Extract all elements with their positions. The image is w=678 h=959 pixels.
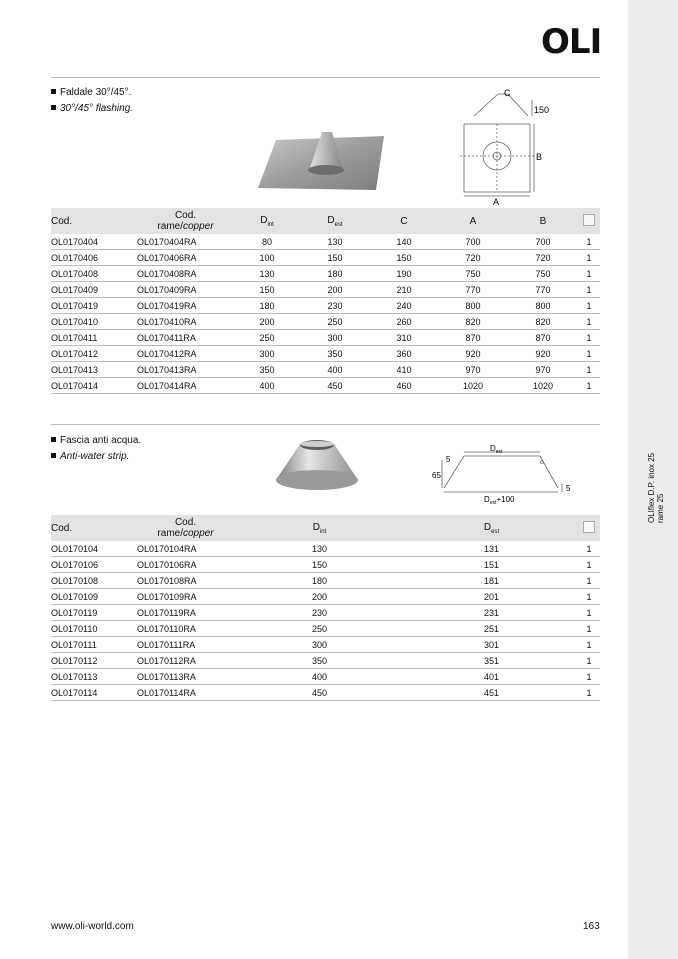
table-cell: 180 bbox=[234, 298, 300, 314]
table-cell: 400 bbox=[234, 378, 300, 394]
table-row bbox=[51, 282, 600, 298]
table-cell: 131 bbox=[405, 541, 578, 557]
table-cell: 1 bbox=[578, 605, 600, 621]
brand-logo: OLI bbox=[541, 22, 602, 62]
table-cell: OL0170119 bbox=[51, 605, 137, 621]
table-cell: 970 bbox=[438, 362, 508, 378]
bullet-icon bbox=[51, 89, 56, 94]
table-cell: OL0170414 bbox=[51, 378, 137, 394]
table-cell: 1 bbox=[578, 541, 600, 557]
dim-b-label: B bbox=[536, 152, 543, 162]
table-cell: 920 bbox=[438, 346, 508, 362]
table-cell: 401 bbox=[405, 669, 578, 685]
table-cell: OL0170108 bbox=[51, 573, 137, 589]
table-cell: 250 bbox=[234, 621, 405, 637]
table-cell: 251 bbox=[405, 621, 578, 637]
table-row bbox=[51, 605, 600, 621]
table-cell: OL0170411RA bbox=[137, 330, 234, 346]
table-row bbox=[51, 378, 600, 394]
table-cell: OL0170413 bbox=[51, 362, 137, 378]
table-row bbox=[51, 541, 600, 557]
table-cell: 300 bbox=[300, 330, 370, 346]
table-cell: 970 bbox=[508, 362, 578, 378]
table-cell: OL0170111RA bbox=[137, 637, 234, 653]
table-cell: OL0170408RA bbox=[137, 266, 234, 282]
strip-dim5-right: 5 bbox=[566, 484, 571, 493]
col-c: C bbox=[370, 208, 438, 234]
table-cell: OL0170413RA bbox=[137, 362, 234, 378]
side-label-line1: OLIflex D.P. inox 25 bbox=[647, 452, 656, 523]
table-cell: 1 bbox=[578, 330, 600, 346]
table-cell: 200 bbox=[234, 314, 300, 330]
table-row bbox=[51, 330, 600, 346]
col-cod: Cod. bbox=[51, 208, 137, 234]
section2-intro bbox=[51, 433, 141, 465]
footer-url: www.oli-world.com bbox=[51, 921, 134, 932]
table-cell: OL0170410 bbox=[51, 314, 137, 330]
strip-diagram bbox=[432, 442, 578, 506]
col-pack bbox=[578, 208, 600, 234]
col-cod-copper: Cod. rame/copper bbox=[137, 515, 234, 541]
table-cell: 1 bbox=[578, 298, 600, 314]
col-a: A bbox=[438, 208, 508, 234]
table-cell: 150 bbox=[370, 250, 438, 266]
table-cell: 181 bbox=[405, 573, 578, 589]
table-row bbox=[51, 637, 600, 653]
dim-c-label: C bbox=[504, 88, 511, 98]
table-cell: 400 bbox=[300, 362, 370, 378]
table-cell: 1 bbox=[578, 637, 600, 653]
side-label bbox=[640, 445, 670, 525]
table-cell: 870 bbox=[508, 330, 578, 346]
table-row bbox=[51, 621, 600, 637]
table-cell: 1 bbox=[578, 362, 600, 378]
section2-subtitle: Anti-water strip. bbox=[60, 451, 130, 462]
table-cell: 350 bbox=[300, 346, 370, 362]
strip-table bbox=[51, 515, 600, 701]
col-cod-copper: Cod. rame/copper bbox=[137, 208, 234, 234]
table-cell: OL0170104 bbox=[51, 541, 137, 557]
table-cell: OL0170406RA bbox=[137, 250, 234, 266]
table-cell: OL0170408 bbox=[51, 266, 137, 282]
table-cell: 450 bbox=[234, 685, 405, 701]
table-cell: 151 bbox=[405, 557, 578, 573]
table-cell: 130 bbox=[234, 541, 405, 557]
page-number: 163 bbox=[583, 921, 600, 932]
table-cell: 800 bbox=[508, 298, 578, 314]
table-cell: 350 bbox=[234, 362, 300, 378]
table-row bbox=[51, 298, 600, 314]
flashing-diagram bbox=[460, 86, 560, 206]
table-cell: 870 bbox=[438, 330, 508, 346]
table-cell: OL0170104RA bbox=[137, 541, 234, 557]
table-cell: OL0170411 bbox=[51, 330, 137, 346]
table-cell: 250 bbox=[234, 330, 300, 346]
table-cell: 700 bbox=[438, 234, 508, 250]
table-cell: 180 bbox=[234, 573, 405, 589]
table-cell: 130 bbox=[234, 266, 300, 282]
table-cell: OL0170119RA bbox=[137, 605, 234, 621]
strip-dest-bottom: $D_{est}+100$ bbox=[484, 495, 515, 506]
col-pack bbox=[578, 515, 600, 541]
table-cell: 750 bbox=[438, 266, 508, 282]
table-cell: 700 bbox=[508, 234, 578, 250]
bullet-icon bbox=[51, 453, 56, 458]
table-cell: OL0170113 bbox=[51, 669, 137, 685]
bullet-icon bbox=[51, 105, 56, 110]
table-cell: OL0170110 bbox=[51, 621, 137, 637]
bullet-icon bbox=[51, 437, 56, 442]
table-header-row bbox=[51, 515, 600, 541]
col-cod: Cod. bbox=[51, 515, 137, 541]
table-cell: 351 bbox=[405, 653, 578, 669]
table-cell: OL0170108RA bbox=[137, 573, 234, 589]
table-row bbox=[51, 573, 600, 589]
table-cell: OL0170112RA bbox=[137, 653, 234, 669]
table-cell: OL0170404 bbox=[51, 234, 137, 250]
table-row bbox=[51, 314, 600, 330]
table-cell: 1 bbox=[578, 378, 600, 394]
table-cell: 400 bbox=[234, 669, 405, 685]
table-row bbox=[51, 234, 600, 250]
table-cell: OL0170419 bbox=[51, 298, 137, 314]
section1-subtitle: 30°/45° flashing. bbox=[60, 103, 134, 114]
table-cell: 1020 bbox=[508, 378, 578, 394]
table-cell: 770 bbox=[438, 282, 508, 298]
table-row bbox=[51, 589, 600, 605]
table-cell: OL0170409RA bbox=[137, 282, 234, 298]
table-cell: 150 bbox=[300, 250, 370, 266]
flashing-photo bbox=[258, 128, 384, 192]
section1-title: Faldale 30°/45°. bbox=[60, 87, 132, 98]
dim-a-label: A bbox=[493, 197, 500, 206]
table-cell: 190 bbox=[370, 266, 438, 282]
table-cell: 1 bbox=[578, 557, 600, 573]
col-b: B bbox=[508, 208, 578, 234]
table-cell: 260 bbox=[370, 314, 438, 330]
table-cell: OL0170114RA bbox=[137, 685, 234, 701]
col-dest: $D_{est}$ bbox=[300, 208, 370, 234]
table-cell: 180 bbox=[300, 266, 370, 282]
table-cell: 250 bbox=[300, 314, 370, 330]
table-cell: OL0170106RA bbox=[137, 557, 234, 573]
table-cell: 820 bbox=[508, 314, 578, 330]
table-cell: 130 bbox=[300, 234, 370, 250]
table-cell: 720 bbox=[508, 250, 578, 266]
table-cell: 1020 bbox=[438, 378, 508, 394]
table-cell: 1 bbox=[578, 282, 600, 298]
table-cell: 310 bbox=[370, 330, 438, 346]
table-cell: OL0170414RA bbox=[137, 378, 234, 394]
table-cell: 210 bbox=[370, 282, 438, 298]
table-cell: 770 bbox=[508, 282, 578, 298]
section1-intro bbox=[51, 85, 133, 117]
table-cell: 1 bbox=[578, 621, 600, 637]
table-cell: 200 bbox=[234, 589, 405, 605]
table-cell: OL0170406 bbox=[51, 250, 137, 266]
strip-dest-top: $D_{est}$ bbox=[490, 444, 503, 455]
table-cell: 201 bbox=[405, 589, 578, 605]
table-cell: 920 bbox=[508, 346, 578, 362]
table-cell: 1 bbox=[578, 266, 600, 282]
table-cell: 360 bbox=[370, 346, 438, 362]
table-cell: 301 bbox=[405, 637, 578, 653]
table-cell: OL0170109 bbox=[51, 589, 137, 605]
table-cell: 1 bbox=[578, 346, 600, 362]
section2-title: Fascia anti acqua. bbox=[60, 435, 142, 446]
table-cell: 750 bbox=[508, 266, 578, 282]
table-cell: 150 bbox=[234, 557, 405, 573]
table-cell: 100 bbox=[234, 250, 300, 266]
strip-dim65: 65 bbox=[432, 471, 441, 480]
table-cell: OL0170111 bbox=[51, 637, 137, 653]
table-cell: OL0170412 bbox=[51, 346, 137, 362]
table-cell: 800 bbox=[438, 298, 508, 314]
table-cell: OL0170410RA bbox=[137, 314, 234, 330]
table-cell: 1 bbox=[578, 234, 600, 250]
table-cell: 450 bbox=[300, 378, 370, 394]
table-cell: OL0170109RA bbox=[137, 589, 234, 605]
strip-photo bbox=[272, 436, 360, 492]
table-cell: 451 bbox=[405, 685, 578, 701]
col-dest: $D_{est}$ bbox=[405, 515, 578, 541]
side-label-line2: rame 25 bbox=[656, 493, 665, 523]
table-cell: 300 bbox=[234, 637, 405, 653]
section2-divider bbox=[51, 424, 600, 425]
box-icon bbox=[583, 214, 595, 226]
table-cell: 1 bbox=[578, 250, 600, 266]
table-cell: 300 bbox=[234, 346, 300, 362]
table-row bbox=[51, 653, 600, 669]
table-cell: 720 bbox=[438, 250, 508, 266]
table-cell: 350 bbox=[234, 653, 405, 669]
table-cell: OL0170113RA bbox=[137, 669, 234, 685]
table-row bbox=[51, 266, 600, 282]
table-cell: 200 bbox=[300, 282, 370, 298]
table-cell: 140 bbox=[370, 234, 438, 250]
table-cell: 460 bbox=[370, 378, 438, 394]
table-row bbox=[51, 557, 600, 573]
table-cell: 1 bbox=[578, 685, 600, 701]
table-cell: 1 bbox=[578, 589, 600, 605]
table-header-row bbox=[51, 208, 600, 234]
table-row bbox=[51, 669, 600, 685]
table-cell: 80 bbox=[234, 234, 300, 250]
table-cell: 1 bbox=[578, 573, 600, 589]
table-row bbox=[51, 685, 600, 701]
col-dint: $D_{int}$ bbox=[234, 208, 300, 234]
table-cell: 150 bbox=[234, 282, 300, 298]
table-cell: 230 bbox=[234, 605, 405, 621]
table-cell: OL0170419RA bbox=[137, 298, 234, 314]
table-row bbox=[51, 362, 600, 378]
table-cell: 240 bbox=[370, 298, 438, 314]
table-cell: 1 bbox=[578, 669, 600, 685]
table-row bbox=[51, 346, 600, 362]
section1-divider bbox=[51, 77, 600, 78]
table-cell: 230 bbox=[300, 298, 370, 314]
table-cell: OL0170412RA bbox=[137, 346, 234, 362]
table-cell: 820 bbox=[438, 314, 508, 330]
box-icon bbox=[583, 521, 595, 533]
table-row bbox=[51, 250, 600, 266]
table-cell: 1 bbox=[578, 653, 600, 669]
table-cell: OL0170409 bbox=[51, 282, 137, 298]
dim-150-label: 150 bbox=[534, 105, 550, 115]
table-cell: 1 bbox=[578, 314, 600, 330]
table-cell: OL0170114 bbox=[51, 685, 137, 701]
table-cell: OL0170110RA bbox=[137, 621, 234, 637]
flashing-table bbox=[51, 208, 600, 394]
table-cell: 410 bbox=[370, 362, 438, 378]
col-dint: $D_{int}$ bbox=[234, 515, 405, 541]
table-cell: OL0170112 bbox=[51, 653, 137, 669]
table-cell: 231 bbox=[405, 605, 578, 621]
table-cell: OL0170404RA bbox=[137, 234, 234, 250]
table-cell: OL0170106 bbox=[51, 557, 137, 573]
strip-dim5-top: 5 bbox=[446, 455, 451, 464]
